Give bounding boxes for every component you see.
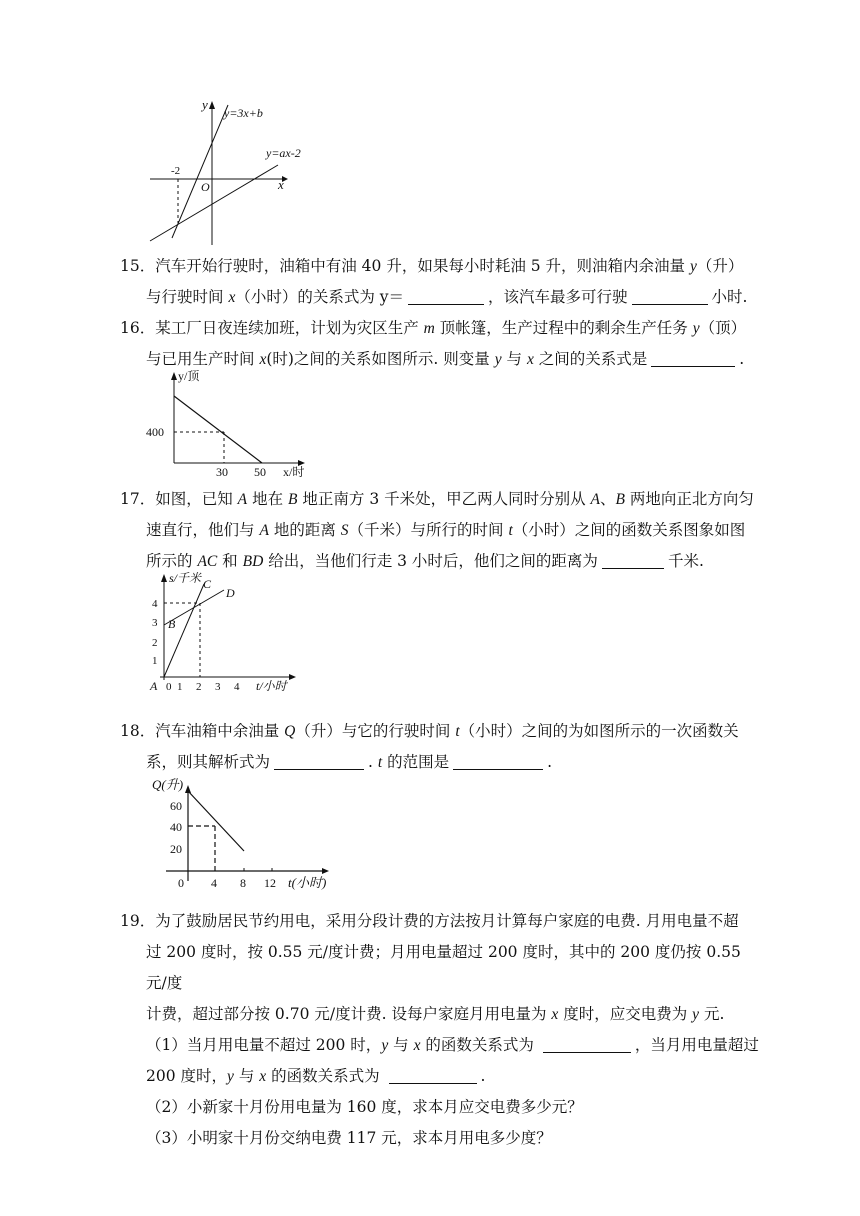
question-15: 15．汽车开始行驶时，油箱中有油 40 升，如果每小时耗油 5 升，则油箱内余油量 y（升） 与行驶时间 x（小时）的关系式为 y＝ ，该汽车最多可行驶 小时. bbox=[120, 251, 760, 313]
y-axis-label: y/顶 bbox=[178, 369, 200, 383]
line-ax-minus-2 bbox=[150, 165, 278, 241]
figure-two-lines bbox=[140, 95, 300, 250]
y-axis-label: y bbox=[202, 97, 208, 112]
y-tick-40: 40 bbox=[170, 820, 182, 834]
x-tick-8: 8 bbox=[240, 876, 246, 890]
x-axis-arrow bbox=[322, 868, 329, 874]
y-tick-3: 3 bbox=[152, 617, 158, 629]
x-tick-3: 3 bbox=[215, 681, 221, 693]
y-axis-arrow bbox=[209, 101, 215, 109]
x-tick-12: 12 bbox=[264, 876, 276, 890]
x-tick-4: 4 bbox=[211, 876, 217, 890]
line2-label: y=ax-2 bbox=[266, 146, 301, 160]
question-number: 19． bbox=[120, 912, 156, 930]
question-number: 18． bbox=[120, 722, 156, 740]
y-tick-20: 20 bbox=[170, 842, 182, 856]
y-tick-1: 1 bbox=[152, 655, 158, 667]
origin-label: O bbox=[201, 180, 210, 194]
line-3x-plus-b bbox=[172, 105, 228, 238]
question-number: 15． bbox=[120, 257, 156, 275]
y-tick-60: 60 bbox=[170, 799, 182, 813]
answer-blank[interactable] bbox=[602, 552, 664, 569]
question-number: 16． bbox=[120, 319, 156, 337]
answer-blank[interactable] bbox=[651, 350, 735, 367]
point-A: A bbox=[150, 679, 158, 693]
answer-blank[interactable] bbox=[632, 288, 708, 305]
question-17: 17．如图，已知 A 地在 B 地正南方 3 千米处，甲乙两人同时分别从 A、B 两地向正北方向匀 速直行，他们与 A 地的距离 S（千米）与所行的时间 t（小时）之间的函数关系图象如图 所示的 AC 和 BD 给出，当他们行走 3 小时后，他们之间的距离为 千米. bbox=[120, 484, 760, 577]
point-C: C bbox=[203, 577, 212, 591]
answer-blank[interactable] bbox=[543, 1036, 631, 1053]
fuel-line bbox=[188, 791, 244, 851]
x-axis-label: t(小时) bbox=[288, 875, 327, 890]
y-axis-arrow bbox=[161, 574, 167, 582]
x-tick-50: 50 bbox=[254, 465, 266, 479]
x-tick-0: 0 bbox=[178, 876, 184, 890]
x-tick-2: 2 bbox=[196, 681, 202, 693]
y-tick-400: 400 bbox=[146, 425, 164, 439]
tick-label-neg2: -2 bbox=[171, 165, 181, 177]
x-axis-label: t/小时 bbox=[256, 679, 287, 693]
x-tick-30: 30 bbox=[216, 465, 228, 479]
x-tick-4: 4 bbox=[234, 681, 240, 693]
answer-blank[interactable] bbox=[453, 753, 543, 770]
sub-question-3: （3）小明家十月份交纳电费 117 元，求本月用电多少度？ bbox=[146, 1129, 552, 1147]
question-19: 19．为了鼓励居民节约用电，采用分段计费的方法按月计算每户家庭的电费. 月用电量不超 过 200 度时，按 0.55 元/度计费；月用电量超过 200 度时，其中的 200 度仍按 0.55 元/度 计费，超过部分按 0.70 元/度计费. 设每户家庭月用电量为 x 度时，应交电费为 y 元. （1）当月用电量不超过 200 时，y 与 x 的函数关系式为 ，当月用电量超过 200 度时，y 与 x 的函数关系式为 . （2）小新家十月份用电量为 160 度，求本月应交电费多少元？ （3）小明家十月份交纳电费 117 元，求本月用电多少度？ bbox=[120, 906, 760, 1154]
figure-18 bbox=[146, 777, 336, 892]
point-D: D bbox=[226, 586, 235, 600]
figure-16 bbox=[140, 366, 320, 479]
sub-question-2: （2）小新家十月份用电量为 160 度，求本月应交电费多少元？ bbox=[146, 1098, 583, 1116]
question-number: 17． bbox=[120, 490, 156, 508]
x-axis-label: x/时 bbox=[283, 465, 305, 479]
task-line bbox=[174, 396, 262, 463]
y-tick-2: 2 bbox=[152, 637, 158, 649]
line1-label: y=3x+b bbox=[224, 106, 263, 120]
answer-blank[interactable] bbox=[389, 1067, 477, 1084]
answer-blank[interactable] bbox=[408, 288, 484, 305]
x-axis-arrow bbox=[289, 674, 296, 680]
point-B: B bbox=[168, 617, 176, 631]
y-axis-label: Q(升) bbox=[152, 777, 184, 792]
figure-17 bbox=[144, 570, 304, 698]
y-axis-label: s/千米 bbox=[169, 571, 202, 585]
question-18: 18．汽车油箱中余油量 Q（升）与它的行驶时间 t（小时）之间的为如图所示的一次函数关 系，则其解析式为 . t 的范围是 . bbox=[120, 716, 760, 778]
answer-blank[interactable] bbox=[274, 753, 364, 770]
x-tick-0: 0 bbox=[166, 681, 172, 693]
x-axis-label: x bbox=[278, 177, 284, 192]
y-tick-4: 4 bbox=[152, 598, 158, 610]
y-axis-arrow bbox=[171, 372, 177, 380]
x-tick-1: 1 bbox=[177, 681, 183, 693]
question-16: 16．某工厂日夜连续加班，计划为灾区生产 m 顶帐篷，生产过程中的剩余生产任务 y（顶） 与已用生产时间 x(时)之间的关系如图所示. 则变量 y 与 x 之间的关系式是 . bbox=[120, 313, 760, 375]
